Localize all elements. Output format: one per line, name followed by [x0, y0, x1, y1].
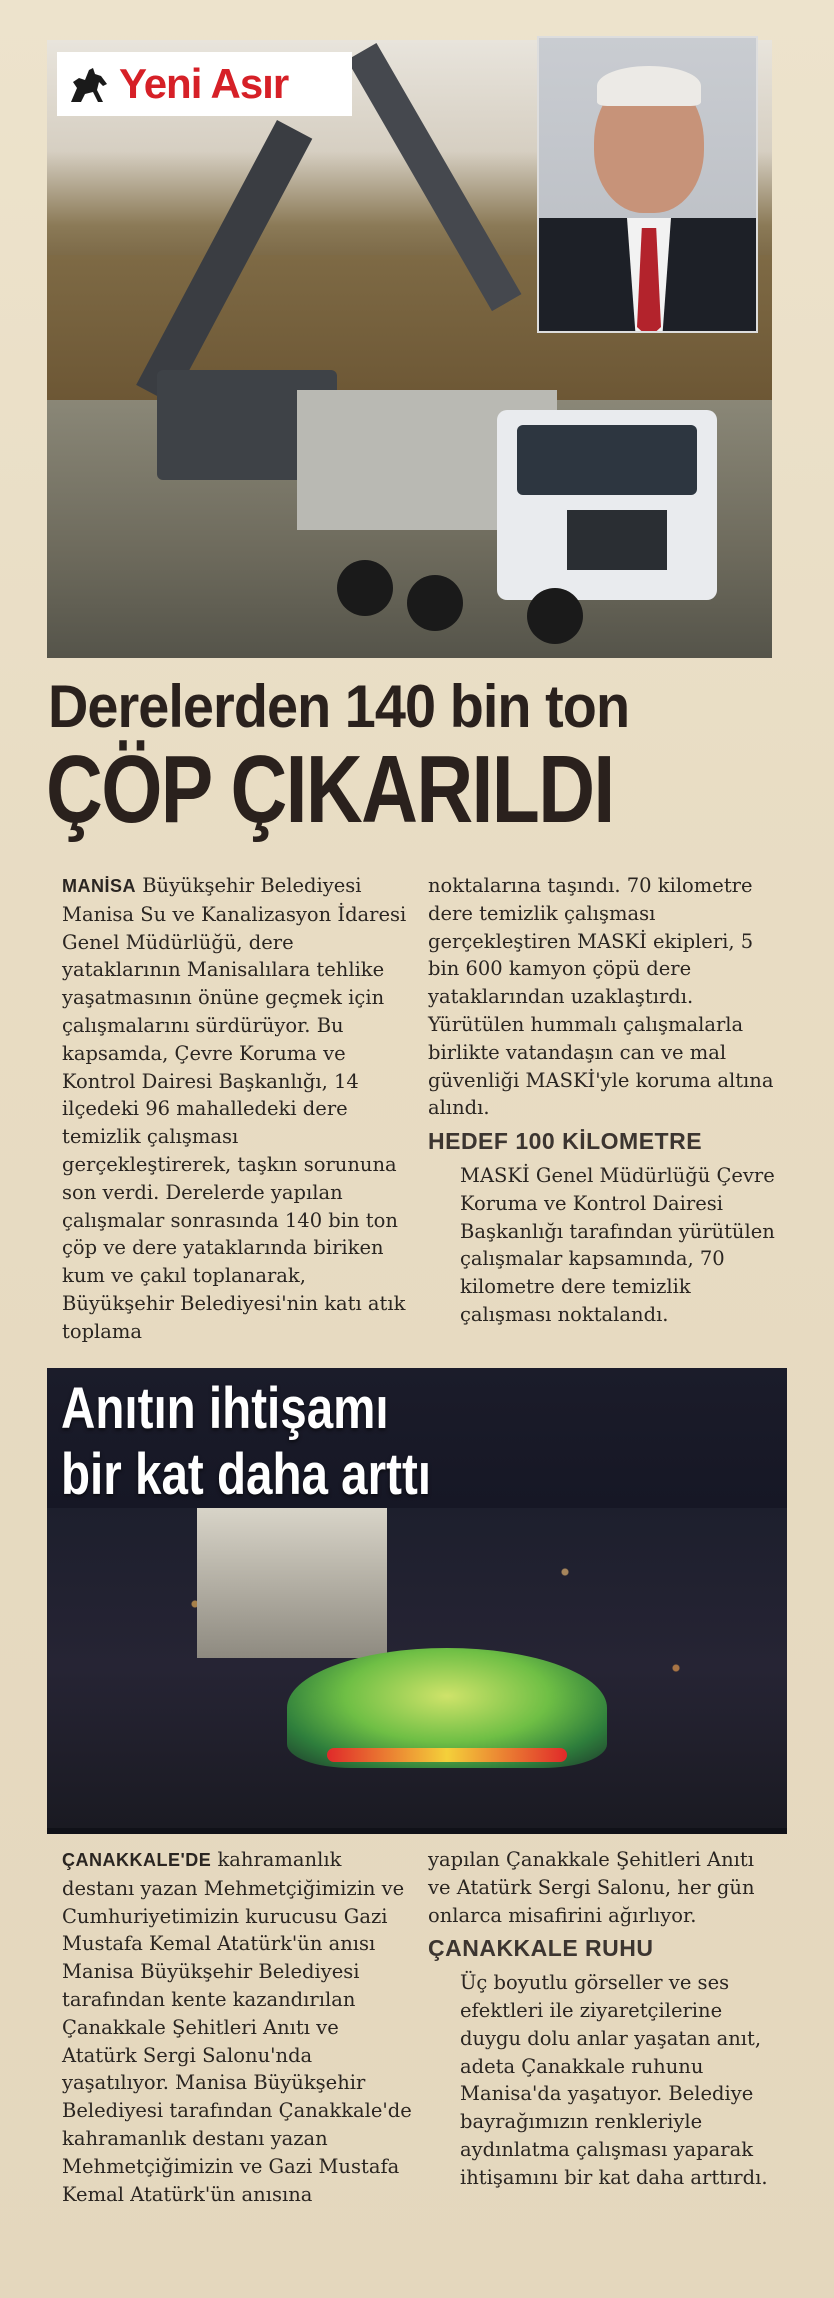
article2-column1	[62, 1846, 412, 2208]
article1-body3: MASKİ Genel Müdürlüğü Çevre Koruma ve Kontrol Dairesi Başkanlığı tarafından yürütülen çalışmalar kapsamında, 70 kilometre dere temizlik çalışması noktalandı.	[460, 1163, 775, 1326]
article1-column1	[62, 872, 412, 1346]
headline-line1: Derelerden 140 bin ton	[48, 673, 630, 740]
article2-body3: Üç boyutlu görseller ve ses efektleri ile ziyaretçilerine duygu dolu anlar yaşatan anıt, adeta Çanakkale ruhunu Manisa'da yaşatıyor. Belediye bayrağımızın renkleriyle aydınlatma çalışması yaparak ihtişamını bir kat daha arttırdı.	[460, 1971, 768, 2189]
dateline-2: ÇANAKKALE'DE	[62, 1850, 212, 1870]
yeni-asir-logo	[57, 52, 352, 116]
monument-night-photo	[47, 1368, 787, 1834]
headline-line2: ÇÖP ÇIKARILDI	[46, 736, 614, 843]
article1-body1: Büyükşehir Belediyesi Manisa Su ve Kanalizasyon İdaresi Genel Müdürlüğü, dere yataklarının Manisalılara tehlike yaşatmasının önüne geçmek için çalışmalarını sürdürüyor. Bu kapsamda, Çevre Koruma ve Kontrol Dairesi Başkanlığı, 14 ilçedeki 96 mahalledeki dere temizlik çalışması gerçekleştirerek, taşkın sorununa son verdi. Derelerde yapılan çalışmalar sonrasında 140 bin ton çöp ve dere yataklarında biriken kum ve çakıl toplanarak, Büyükşehir Belediyesi'nin katı atık toplama	[62, 874, 407, 1343]
article2-body2: yapılan Çanakkale Şehitleri Anıtı ve Atatürk Sergi Salonu, her gün onlarca misafirini ağırlıyor.	[428, 1848, 755, 1927]
article1-subhead: HEDEF 100 KİLOMETRE	[428, 1128, 703, 1155]
dateline: MANİSA	[62, 876, 136, 896]
article2-body1: kahramanlık destanı yazan Mehmetçiğimizin ve Cumhuriyetimizin kurucusu Gazi Mustafa Kemal Atatürk'ün anısı Manisa Büyükşehir Belediyesi tarafından kente kazandırılan Çanakkale Şehitleri Anıtı ve Atatürk Sergi Salonu'nda yaşatılıyor. Manisa Büyükşehir Belediyesi tarafından Çanakkale'de kahramanlık destanı yazan Mehmetçiğimizin ve Gazi Mustafa Kemal Atatürk'ün anısına	[62, 1848, 412, 2206]
article1-body2: noktalarına taşındı. 70 kilometre dere temizlik çalışması gerçekleştiren MASKİ ekipleri, 5 bin 600 kamyon çöpü dere yataklarından uzaklaştırdı. Yürütülen hummalı çalışmalarla birlikte vatandaşın can ve mal güvenliği MASKİ'yle koruma altına alındı.	[428, 874, 774, 1120]
masthead-name: Yeni Asır	[119, 60, 289, 107]
article2-column2	[428, 1846, 778, 2192]
official-portrait-photo	[537, 36, 758, 333]
photo-headline: Anıtın ihtişamı bir kat daha arttı	[61, 1376, 432, 1507]
horse-rider-icon	[65, 62, 113, 106]
article2-subhead: ÇANAKKALE RUHU	[428, 1935, 654, 1962]
article1-column2	[428, 872, 778, 1329]
